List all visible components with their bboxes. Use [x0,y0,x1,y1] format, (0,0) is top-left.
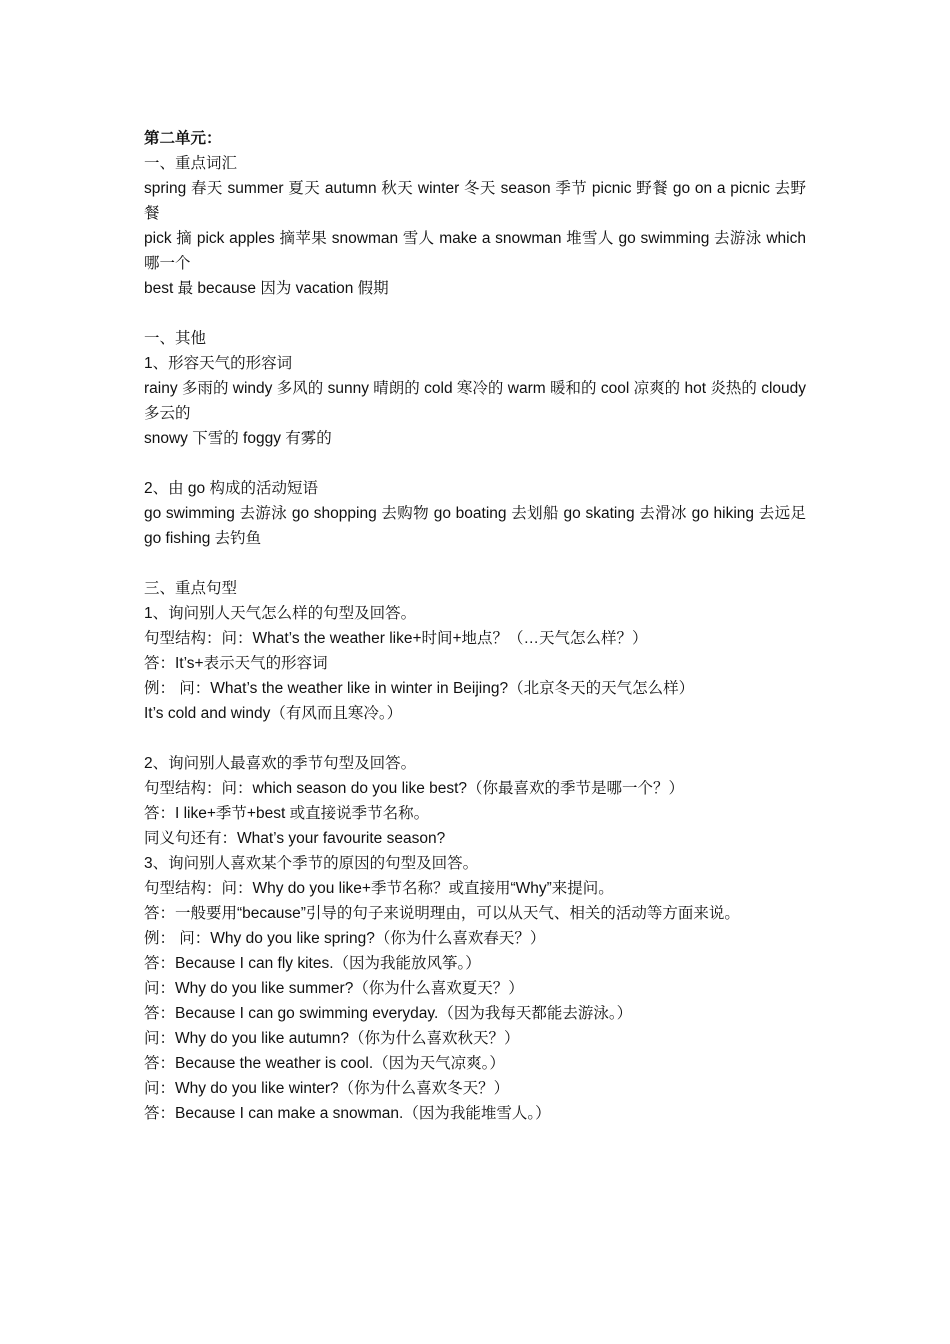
vocab-heading: 一、重点词汇 [144,155,238,172]
pattern-1-example-answer: It’s cold and windy（有风而且寒冷。） [144,705,403,722]
pattern-1-heading: 1、询问别人天气怎么样的句型及回答。 [144,605,417,622]
unit-title: 第二单元： [144,130,222,147]
weather-adjectives-line-1: rainy 多雨的 windy 多风的 sunny 晴朗的 cold 寒冷的 warm 暖和的 cool 凉爽的 hot 炎热的 cloudy 多云的 [144,380,806,422]
pattern-1-answer: 答：It’s+表示天气的形容词 [144,655,328,672]
pattern-3-qa-line: 问：Why do you like winter?（你为什么喜欢冬天？） [144,1080,510,1097]
pattern-3-structure: 句型结构：问：Why do you like+季节名称？或直接用“Why”来提问。 [144,880,614,897]
pattern-2-structure: 句型结构：问：which season do you like best?（你最喜欢的季节是哪一个？） [144,780,685,797]
patterns-heading: 三、重点句型 [144,580,238,597]
pattern-3-qa-line: 答：Because I can go swimming everyday.（因为我每天都能去游泳。） [144,1005,633,1022]
pattern-3-qa-line: 问：Why do you like autumn?（你为什么喜欢秋天？） [144,1030,520,1047]
spacer [144,301,806,326]
pattern-3-qa-line: 答：Because the weather is cool.（因为天气凉爽。） [144,1055,505,1072]
pattern-2-heading: 2、询问别人最喜欢的季节句型及回答。 [144,755,417,772]
spacer [144,726,806,751]
spacer [144,551,806,576]
pattern-3-qa-line: 问：Why do you like summer?（你为什么喜欢夏天？） [144,980,524,997]
weather-adjectives-heading: 1、形容天气的形容词 [144,355,293,372]
document-body [144,126,806,1126]
pattern-3-qa-line: 例： 问：Why do you like spring?（你为什么喜欢春天？） [144,930,546,947]
go-phrases-heading: 2、由 go 构成的活动短语 [144,480,318,497]
pattern-3-heading: 3、询问别人喜欢某个季节的原因的句型及回答。 [144,855,479,872]
vocab-line-2: pick 摘 pick apples 摘苹果 snowman 雪人 make a snowman 堆雪人 go swimming 去游泳 which 哪一个 [144,230,806,272]
pattern-3-answer: 答：一般要用“because”引导的句子来说明理由，可以从天气、相关的活动等方面来说。 [144,905,740,922]
spacer [144,451,806,476]
weather-adjectives-line-2: snowy 下雪的 foggy 有雾的 [144,430,332,447]
other-heading: 一、其他 [144,330,207,347]
pattern-2-answer: 答：I like+季节+best 或直接说季节名称。 [144,805,430,822]
go-phrases-line-1: go swimming 去游泳 go shopping 去购物 go boating 去划船 go skating 去滑冰 go hiking 去远足 go fishing 去钓鱼 [144,505,806,547]
pattern-1-structure: 句型结构：问：What’s the weather like+时间+地点？（…天气怎么样？） [144,630,648,647]
vocab-line-3: best 最 because 因为 vacation 假期 [144,280,389,297]
pattern-3-qa-line: 答：Because I can fly kites.（因为我能放风筝。） [144,955,481,972]
pattern-1-example-question: 例： 问：What’s the weather like in winter in Beijing?（北京冬天的天气怎么样） [144,680,695,697]
vocab-line-1: spring 春天 summer 夏天 autumn 秋天 winter 冬天 season 季节 picnic 野餐 go on a picnic 去野餐 [144,180,806,222]
pattern-2-synonym: 同义句还有：What’s your favourite season? [144,830,446,847]
pattern-3-qa-line: 答：Because I can make a snowman.（因为我能堆雪人。） [144,1105,551,1122]
